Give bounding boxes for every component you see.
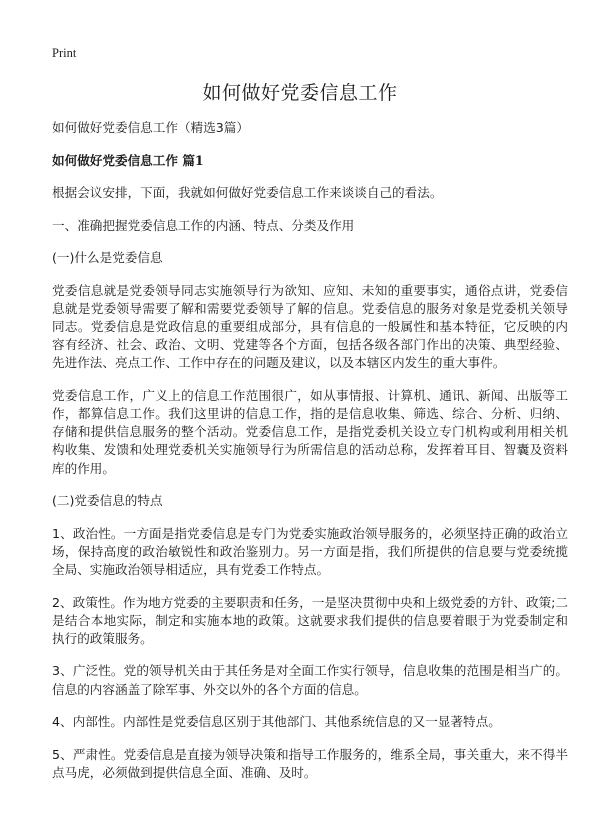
paragraph: 5、严肃性。党委信息是直接为领导决策和指导工作服务的，维系全局，事关重大，来不得半点马虎，必须做到提供信息全面、准确、及时。 <box>52 746 568 780</box>
paragraph: 党委信息工作，广义上的信息工作范围很广，如从事情报、计算机、通讯、新闻、出版等工作，都算信息工作。我们这里讲的信息工作，指的是信息收集、筛选、综合、分析、归纳、存储和提供信息服务的整个活动。党委信息工作，是指党委机关设立专门机构或利用相关机构收集、发馈和处理党委机关实施领导行为所需信息的活动总称，发挥着耳目、智囊及资料库的作用。 <box>52 387 568 476</box>
document-subtitle: 如何做好党委信息工作（精选3篇） <box>52 120 249 135</box>
paragraph: 根据会议安排，下面，我就如何做好党委信息工作来谈谈自己的看法。 <box>52 185 443 200</box>
paragraph: 2、政策性。作为地方党委的主要职责和任务，一是坚决贯彻中央和上级党委的方针、政策;二是结合本地实际，制定和实施本地的政策。这就要求我们提供的信息要着眼于为党委制定和执行的政策服务。 <box>52 594 569 646</box>
document-title: 如何做好党委信息工作 <box>202 82 398 104</box>
paragraph-heading: 一、准确把握党委信息工作的内涵、特点、分类及作用 <box>52 217 355 233</box>
paragraph-subheading: (二)党委信息的特点 <box>52 493 163 509</box>
paragraph: 4、内部性。内部性是党委信息区别于其他部门、其他系统信息的又一显著特点。 <box>52 714 501 730</box>
document-body <box>52 119 568 796</box>
section-heading: 如何做好党委信息工作 篇1 <box>52 152 204 168</box>
paragraph-subheading: (一)什么是党委信息 <box>52 250 163 265</box>
paragraph: 1、政治性。一方面是指党委信息是专门为党委实施政治领导服务的，必须坚持正确的政治立场，保持高度的政治敏锐性和政治鉴别力。另一方面是指，我们所提供的信息要与党委统揽全局、实施政治领导相适应，具有党委工作特点。 <box>52 525 568 578</box>
paragraph: 3、广泛性。党的领导机关由于其任务是对全面工作实行领导，信息收集的范围是相当广的。信息的内容涵盖了除军事、外交以外的各个方面的信息。 <box>52 663 568 697</box>
paragraph: 党委信息就是党委领导同志实施领导行为欲知、应知、未知的重要事实，通俗点讲，党委信息就是党委领导需要了解和需要党委领导了解的信息。党委信息的服务对象是党委机关领导同志。党委信息是党政信息的重要组成部分，具有信息的一般属性和基本特征，它反映的内容有经济、社会、政治、文明、党建等各个方面，包括各级各部门作出的决策、典型经验、先进作法、亮点工作、工作中存在的问题及建议，以及本辖区内发生的重大事件。 <box>52 282 568 371</box>
print-link[interactable]: Print <box>52 46 77 60</box>
